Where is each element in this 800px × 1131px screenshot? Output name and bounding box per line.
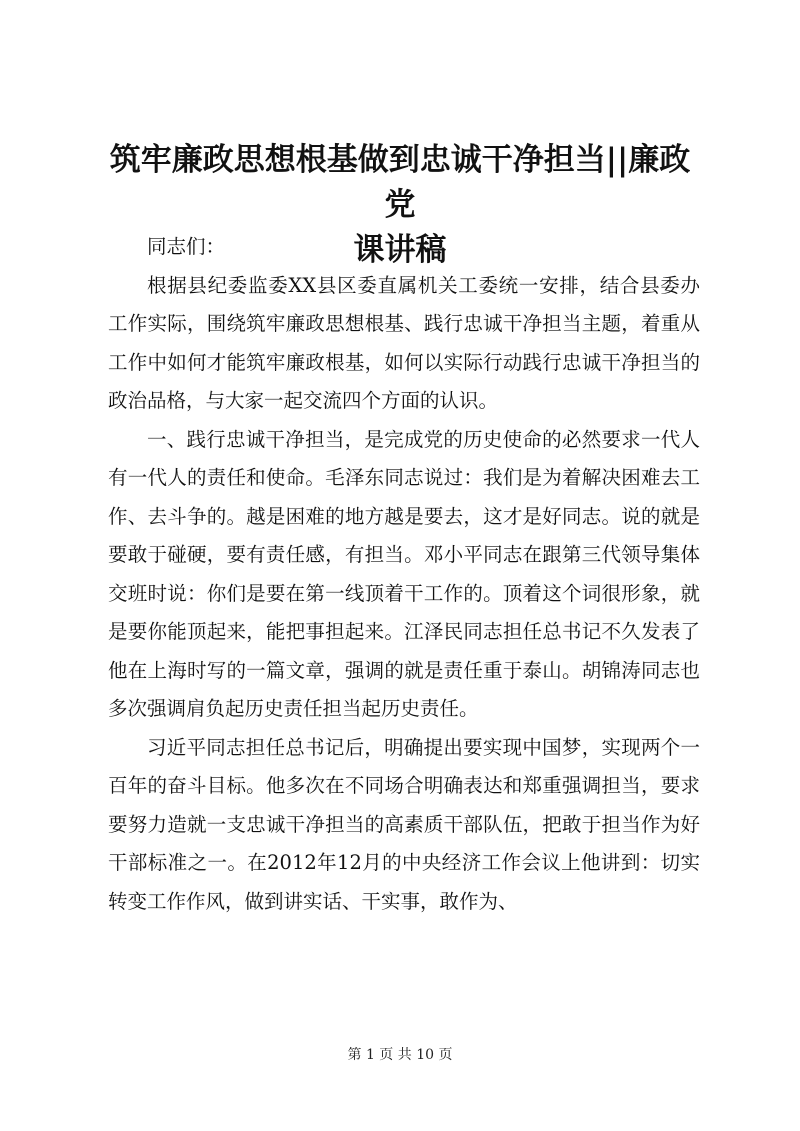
xi-jinping-paragraph: 习近平同志担任总书记后，明确提出要实现中国梦，实现两个一百年的奋斗目标。他多次在不同场合明确表达和郑重强调担当，要求要努力造就一支忠诚干净担当的高素质干部队伍，把敢于担当作为好干部标准之一。在2012年12月的中央经济工作会议上他讲到：切实转变工作作风，做到讲实话、干实事，敢作为、: [108, 735, 700, 913]
intro-paragraph: 根据县纪委监委XX县区委直属机关工委统一安排，结合县委办工作实际，围绕筑牢廉政思想根基、践行忠诚干净担当主题，着重从工作中如何才能筑牢廉政根基，如何以实际行动践行忠诚干净担当的政治品格，与大家一起交流四个方面的认识。: [108, 273, 700, 412]
section-one-paragraph: 一、践行忠诚干净担当，是完成党的历史使命的必然要求一代人有一代人的责任和使命。毛泽东同志说过：我们是为着解决困难去工作、去斗争的。越是困难的地方越是要去，这才是好同志。说的就是要敢于碰硬，要有责任感，有担当。邓小平同志在跟第三代领导集体交班时说：你们是要在第一线顶着干工作的。顶着这个词很形象，就是要你能顶起来，能把事担起来。江泽民同志担任总书记不久发表了他在上海时写的一篇文章，强调的就是责任重于泰山。胡锦涛同志也多次强调肩负起历史责任担当起历史责任。: [108, 427, 700, 720]
greeting-paragraph: 同志们：: [147, 235, 226, 258]
title-line-1: 筑牢廉政思想根基做到忠诚干净担当||廉政党: [109, 142, 691, 223]
page-number: 第 1 页 共 10 页: [347, 1047, 453, 1063]
page-footer: [0, 1045, 800, 1065]
title-line-2: 课讲稿: [353, 232, 447, 268]
document-body: [108, 228, 700, 921]
